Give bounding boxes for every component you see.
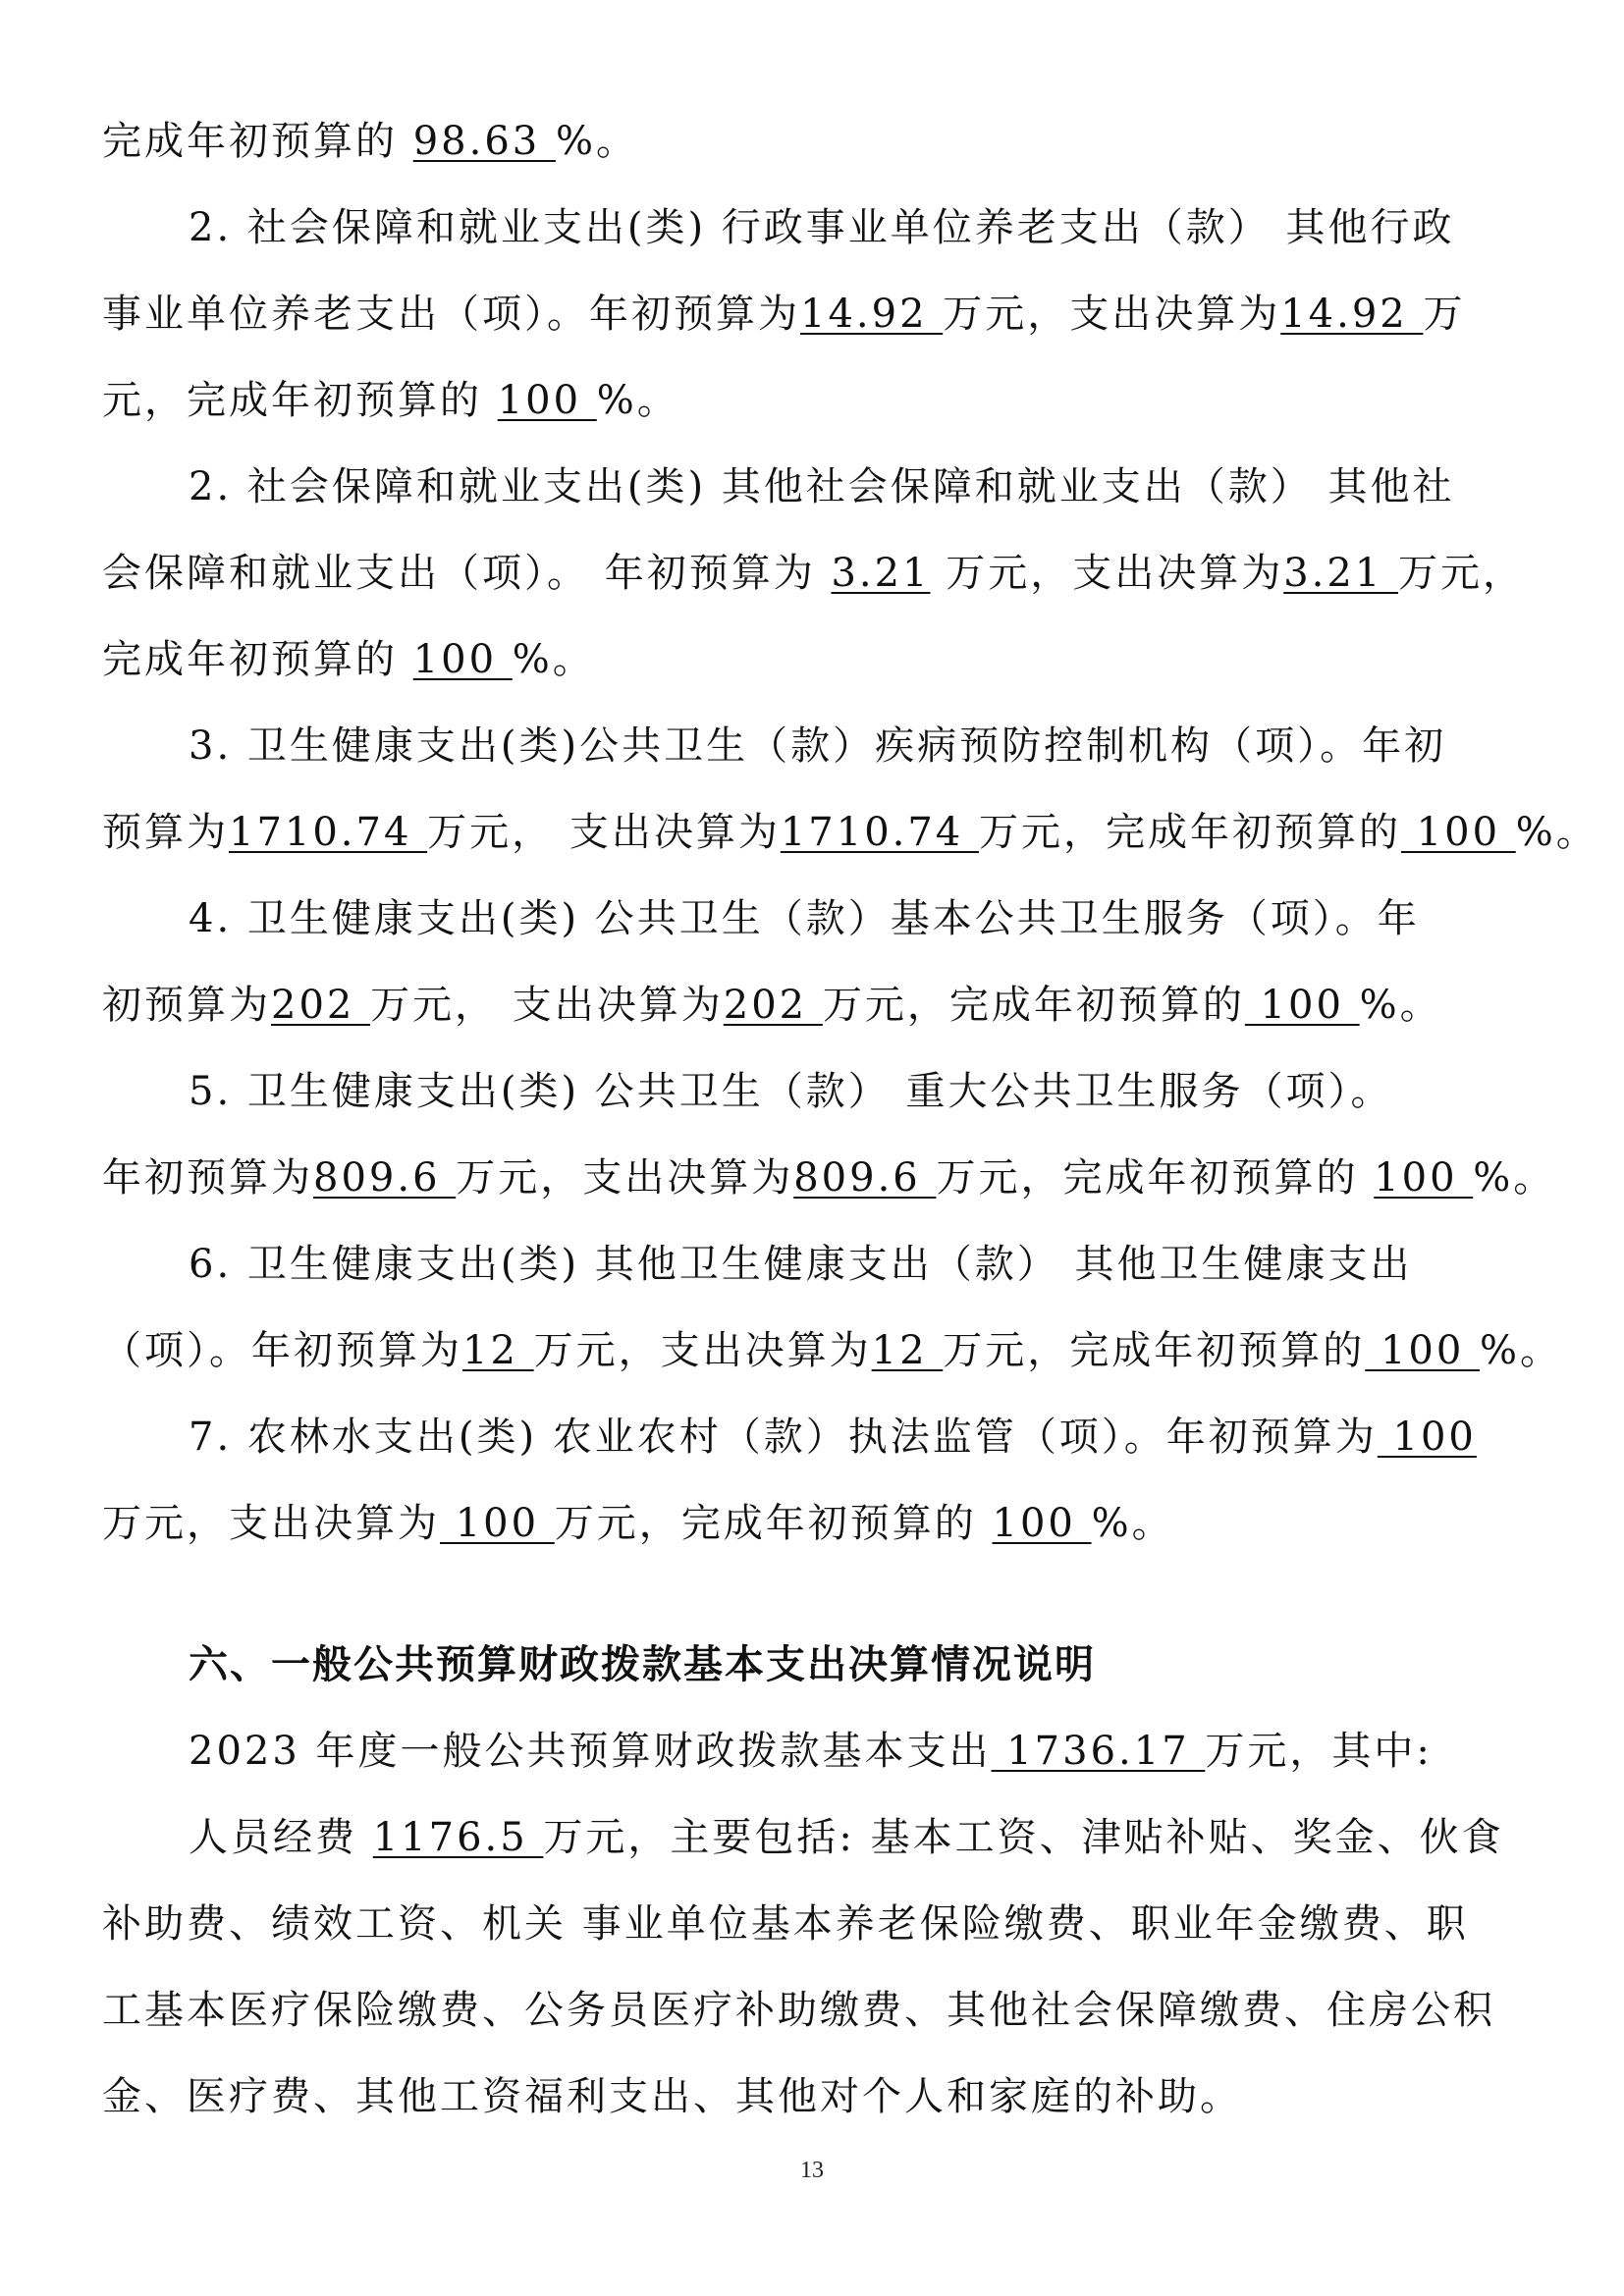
text-line xyxy=(102,114,1536,169)
text-line xyxy=(102,287,1536,342)
text: 万元，支出决算为 xyxy=(456,1155,794,1201)
underlined-value: 100 xyxy=(412,637,513,682)
text: 补助费、绩效工资、机关 事业单位基本养老保险缴费、职业年金缴费、职 xyxy=(102,1901,1469,1947)
text: 元，完成年初预算的 xyxy=(102,378,498,423)
text-line xyxy=(102,373,1536,428)
text: 年初预算为 xyxy=(102,1155,313,1201)
text: 万元，主要包括: 基本工资、津贴补贴、奖金、伙食 xyxy=(543,1815,1504,1860)
underlined-value: 809.6 xyxy=(793,1155,937,1201)
text-line xyxy=(102,1896,1536,1951)
text: %。 xyxy=(555,119,638,164)
underlined-value: 202 xyxy=(723,983,823,1028)
text: 6. 卫生健康支出(类) 其他卫生健康支出（款） 其他卫生健康支出 xyxy=(189,1242,1413,1287)
underlined-value: 1710.74 xyxy=(780,810,979,855)
text: 万元，完成年初预算的 xyxy=(936,1155,1375,1201)
text-line xyxy=(102,2069,1536,2124)
text: 金、医疗费、其他工资福利支出、其他对个人和家庭的补助。 xyxy=(102,2074,1242,2119)
text: 万元，支出决算为 xyxy=(943,292,1281,337)
underlined-value: 100 xyxy=(1400,810,1516,855)
text-line xyxy=(102,978,1536,1033)
underlined-value: 1176.5 xyxy=(372,1815,544,1860)
text: 万元，其中: xyxy=(1205,1729,1433,1774)
underlined-value: 3.21 xyxy=(831,551,931,596)
underlined-value: 100 xyxy=(1374,1155,1474,1201)
text: 初预算为 xyxy=(102,983,271,1028)
text-line xyxy=(102,1150,1556,1205)
underlined-value: 12 xyxy=(871,1328,944,1373)
text: 2. 社会保障和就业支出(类) 行政事业单位养老支出（款） 其他行政 xyxy=(189,205,1455,250)
text-line xyxy=(102,200,1536,255)
text: %。 xyxy=(1515,810,1598,855)
text: 万元， 支出决算为 xyxy=(427,810,781,855)
text: 万元，完成年初预算的 xyxy=(943,1328,1366,1373)
underlined-value: 14.92 xyxy=(1280,292,1424,337)
page-number: 13 xyxy=(800,2158,824,2183)
text: 万元，完成年初预算的 xyxy=(554,1501,993,1546)
underlined-value: 100 xyxy=(1244,983,1360,1028)
text: 会保障和就业支出（项）。 年初预算为 xyxy=(102,551,832,596)
text-line xyxy=(102,1064,1536,1119)
text: %。 xyxy=(1359,983,1442,1028)
underlined-value: 3.21 xyxy=(1283,551,1398,596)
text: 完成年初预算的 xyxy=(102,637,413,682)
text: %。 xyxy=(1091,1501,1174,1546)
text-line xyxy=(102,1323,1563,1378)
text: （项）。年初预算为 xyxy=(102,1328,462,1373)
underlined-value: 809.6 xyxy=(313,1155,457,1201)
underlined-value: 1710.74 xyxy=(229,810,428,855)
text-line xyxy=(102,632,1536,687)
text: 万元，支出决算为 xyxy=(102,1501,440,1546)
underlined-value: 100 xyxy=(992,1501,1092,1546)
text: 万元，支出决算为 xyxy=(930,551,1284,596)
text: 2023 年度一般公共预算财政拨款基本支出 xyxy=(189,1729,992,1774)
text: 5. 卫生健康支出(类) 公共卫生（款） 重大公共卫生服务（项）。 xyxy=(189,1069,1393,1114)
text-line xyxy=(102,719,1536,774)
text-line xyxy=(102,459,1536,514)
text: %。 xyxy=(512,637,595,682)
underlined-value: 98.63 xyxy=(412,119,556,164)
text: 万元，完成年初预算的 xyxy=(822,983,1245,1028)
text: %。 xyxy=(1473,1155,1556,1201)
text: 万元， 支出决算为 xyxy=(370,983,724,1028)
text-line xyxy=(102,1810,1536,1865)
text: %。 xyxy=(596,378,679,423)
text: %。 xyxy=(1480,1328,1563,1373)
text-line xyxy=(102,805,1598,860)
underlined-value: 100 xyxy=(497,378,597,423)
text-line xyxy=(102,1237,1536,1292)
text: 工基本医疗保险缴费、公务员医疗补助缴费、其他社会保障缴费、住房公积 xyxy=(102,1988,1495,2033)
underlined-value: 100 xyxy=(1365,1328,1481,1373)
text: 7. 农林水支出(类) 农业农村（款）执法监管（项）。年初预算为 xyxy=(189,1415,1378,1460)
text: 人员经费 xyxy=(189,1815,373,1860)
underlined-value: 14.92 xyxy=(800,292,944,337)
section-heading: 六、一般公共预算财政拨款基本支出决算情况说明 xyxy=(189,1642,1096,1687)
text-line xyxy=(102,891,1536,946)
text-line xyxy=(102,1724,1536,1779)
underlined-value: 1736.17 xyxy=(991,1729,1206,1774)
text: 3. 卫生健康支出(类)公共卫生（款）疾病预防控制机构（项）。年初 xyxy=(189,723,1447,769)
underlined-value: 202 xyxy=(271,983,371,1028)
text: 4. 卫生健康支出(类) 公共卫生（款）基本公共卫生服务（项）。年 xyxy=(189,896,1420,941)
text: 预算为 xyxy=(102,810,229,855)
text: 完成年初预算的 xyxy=(102,119,413,164)
text-line xyxy=(102,1983,1536,2038)
text-line xyxy=(102,1496,1536,1551)
text: 2. 社会保障和就业支出(类) 其他社会保障和就业支出（款） 其他社 xyxy=(189,464,1455,509)
text-line xyxy=(102,546,1536,601)
underlined-value: 100 xyxy=(1377,1415,1477,1460)
text: 万元，完成年初预算的 xyxy=(978,810,1401,855)
text-line xyxy=(102,1410,1536,1465)
underlined-value: 100 xyxy=(440,1501,555,1546)
underlined-value: 12 xyxy=(462,1328,534,1373)
text: 万元， xyxy=(1398,551,1525,596)
text: 万 xyxy=(1423,292,1466,337)
text: 事业单位养老支出（项）。年初预算为 xyxy=(102,292,800,337)
text: 万元，支出决算为 xyxy=(533,1328,872,1373)
